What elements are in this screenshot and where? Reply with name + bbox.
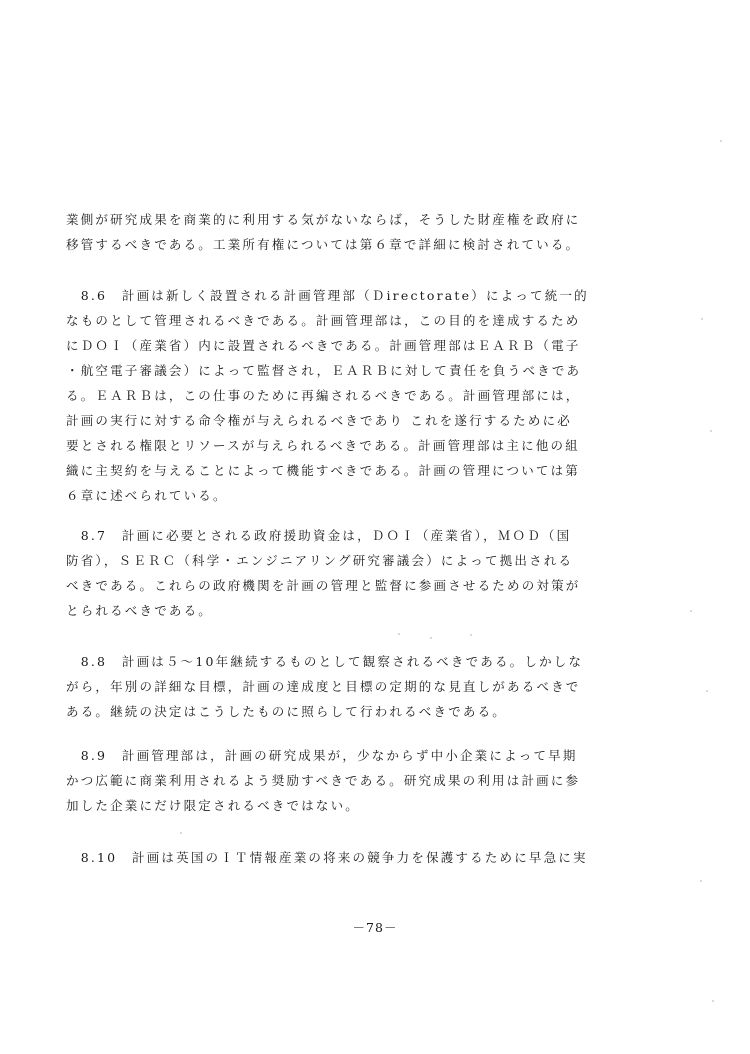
scan-speck — [430, 637, 432, 639]
text-line: 業側が研究成果を商業的に利用する気がないならば，そうした財産権を政府に — [66, 212, 581, 227]
text-line: 8.6 計画は新しく設置される計画管理部（Ｄirectorate）によって統一的 — [66, 288, 589, 303]
text-line: ６章に述べられている。 — [66, 488, 228, 503]
text-line: 8.10 計画は英国のＩＴ情報産業の将来の競争力を保護するために早急に実 — [66, 850, 588, 865]
scan-speck — [700, 880, 702, 882]
text-line: 移管するべきである。工業所有権については第６章で詳細に検討されている。 — [66, 237, 581, 252]
text-line: かつ広範に商業利用されるよう奨励すべきである。研究成果の利用は計画に参 — [66, 773, 581, 788]
page-number: －78－ — [352, 920, 398, 935]
text-line: にＤＯＩ（産業省）内に設置されるべきである。計画管理部はＥＡＲＢ（電子 — [66, 338, 581, 353]
text-line: 8.7 計画に必要とされる政府援助資金は，ＤＯＩ（産業省），ＭＯＤ（国 — [66, 528, 572, 543]
text-line: る。ＥＡＲＢは，この仕事のために再編されるべきである。計画管理部には， — [66, 388, 581, 403]
text-line: ・航空電子審議会）によって監督され，ＥＡＲＢに対して責任を負うべきであ — [66, 363, 582, 378]
text-line: 織に主契約を与えることによって機能すべきである。計画の管理については第 — [66, 463, 581, 478]
scan-speck — [720, 140, 722, 142]
scan-speck — [180, 832, 182, 834]
text-line: ある。継続の決定はこうしたものに照らして行われるべきである。 — [66, 704, 508, 719]
text-line: 8.8 計画は５～10年継続するものとして観察されるべきである。しかしな — [66, 654, 584, 669]
text-line: 防省），ＳＥＲＣ（科学・エンジニアリング研究審議会）によって拠出される — [66, 553, 574, 568]
text-line: とられるべきである。 — [66, 603, 214, 618]
text-line: 8.9 計画管理部は，計画の研究成果が，少なからず中小企業によって早期 — [66, 748, 578, 763]
text-line: 要とされる権限とリソースが与えられるべきである。計画管理部は主に他の組 — [66, 438, 580, 453]
scan-speck — [398, 633, 400, 635]
text-line: がら，年別の詳細な目標，計画の達成度と目標の定期的な見直しがあるべきで — [66, 679, 581, 694]
scan-speck — [690, 610, 692, 612]
scan-speck — [470, 634, 472, 636]
text-line: なものとして管理されるべきである。計画管理部は，この目的を達成するため — [66, 313, 581, 328]
text-line: 加した企業にだけ限定されるべきではない。 — [66, 798, 361, 813]
text-line: べきである。これらの政府機関を計画の管理と監督に参画させるための対策が — [66, 578, 581, 593]
text-line: 計画の実行に対する命令権が与えられるべきであり これを遂行するために必 — [66, 413, 572, 428]
scan-speck — [710, 430, 712, 432]
scan-speck — [712, 1000, 714, 1002]
scan-speck — [706, 690, 708, 692]
scan-speck — [701, 318, 703, 320]
